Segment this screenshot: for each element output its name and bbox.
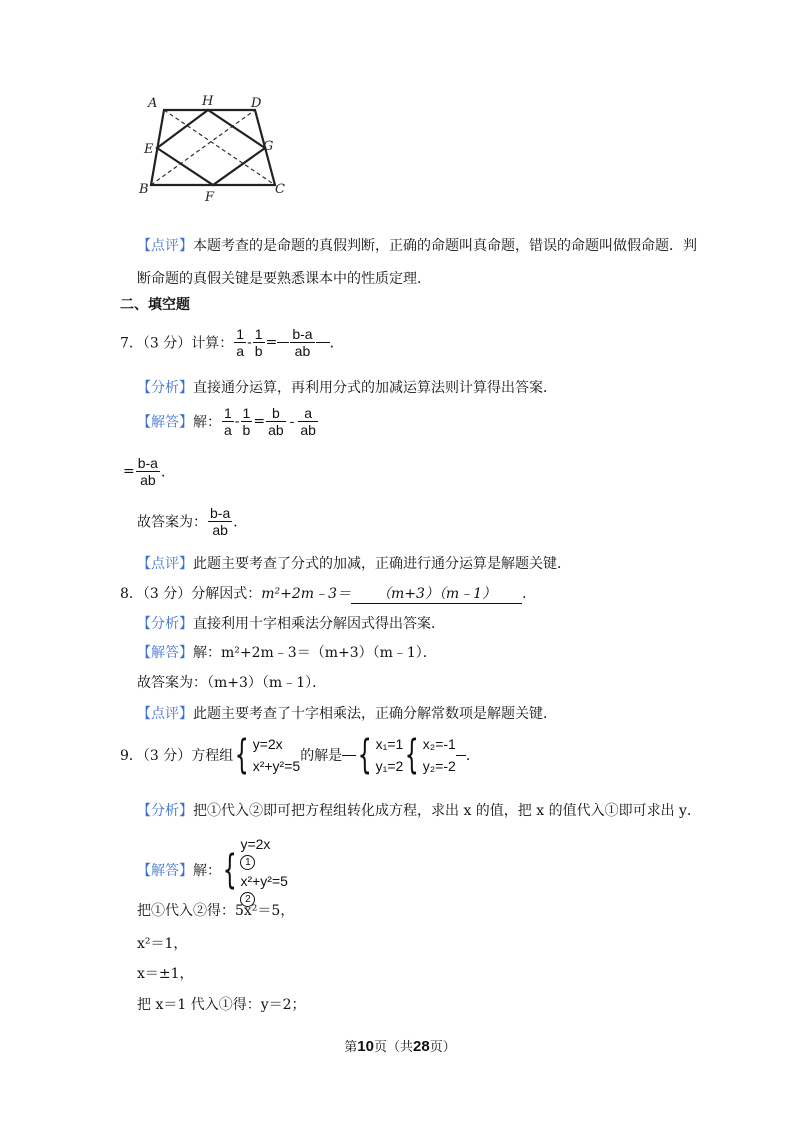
solution-system-2 xyxy=(423,733,456,777)
minus-sign: - xyxy=(247,334,252,351)
solution-prefix: 解： xyxy=(193,414,221,431)
equation-1-text: y=2x xyxy=(240,836,271,852)
answer: （m+3）（m﹣1） xyxy=(376,586,497,602)
solution-tag: 【解答】 xyxy=(137,414,193,431)
circled-one: 1 xyxy=(240,855,255,870)
review-q6-line2: 断命题的真假关键是要熟悉课本中的性质定理． xyxy=(137,271,431,287)
solution-q9-step3: x＝±1， xyxy=(137,966,194,982)
solution-q9 xyxy=(137,833,288,907)
numerator: 1 xyxy=(224,405,232,421)
denominator: ab xyxy=(140,472,156,489)
label-g: G xyxy=(263,139,274,154)
equation-2: x²+y²=5 xyxy=(252,758,301,774)
question-9 xyxy=(120,733,480,777)
fraction xyxy=(298,405,318,438)
current-page: 10 xyxy=(357,1038,374,1055)
answer-fraction xyxy=(290,326,314,359)
equation-system xyxy=(240,833,287,907)
answer-q7 xyxy=(137,505,247,538)
left-brace: { xyxy=(357,732,372,778)
solution-tag: 【解答】 xyxy=(137,863,193,879)
section-title: 二、填空题 xyxy=(120,297,190,313)
equation-1 xyxy=(240,833,287,870)
label-d: D xyxy=(251,96,262,111)
solution-1-y: y₁=2 xyxy=(375,758,404,774)
left-brace: { xyxy=(234,732,249,778)
equals-sign: = xyxy=(253,413,266,430)
equals-sign: = xyxy=(123,463,135,480)
footer-post: 页） xyxy=(429,1040,456,1055)
fraction xyxy=(136,455,160,488)
analysis-q7 xyxy=(137,377,557,397)
solution-tag: 【解答】 xyxy=(137,645,193,661)
footer-mid: 页（共 xyxy=(373,1040,413,1055)
question-number: 8．（3 分）分解因式： xyxy=(120,586,262,602)
answer-prefix: 故答案为： xyxy=(137,514,207,531)
analysis-tag: 【分析】 xyxy=(137,803,193,819)
denominator: b xyxy=(242,422,251,439)
blank-right xyxy=(316,342,330,343)
analysis-q9 xyxy=(137,800,701,820)
question-number: 7．（3 分）计算： xyxy=(120,335,234,352)
blank-right xyxy=(456,755,466,756)
analysis-text: 直接利用十字相乘法分解因式得出答案． xyxy=(193,616,445,632)
equation-2-text: x²+y²=5 xyxy=(240,873,288,889)
label-b: B xyxy=(139,182,149,197)
solution-q7 xyxy=(137,405,319,438)
fraction xyxy=(208,505,232,538)
analysis-text: 直接通分运算，再利用分式的加减运算法则计算得出答案． xyxy=(193,380,557,396)
solution-q7-step2 xyxy=(123,455,175,488)
denominator: ab xyxy=(212,522,228,539)
period: ． xyxy=(233,514,248,531)
question-8 xyxy=(120,583,536,604)
question-7 xyxy=(120,326,344,359)
analysis-tag: 【分析】 xyxy=(137,616,193,632)
label-a: A xyxy=(148,96,158,111)
expression: m²+2m﹣3＝ xyxy=(261,586,351,602)
fraction xyxy=(234,326,246,359)
review-tag: 【点评】 xyxy=(137,556,193,572)
solution-system-1 xyxy=(376,733,404,777)
numerator: 1 xyxy=(254,326,263,342)
review-text: 此题主要考查了十字相乘法，正确分解常数项是解题关键． xyxy=(193,706,557,722)
review-q8 xyxy=(137,703,557,723)
analysis-text: 把①代入②即可把方程组转化成方程，求出 x 的值，把 x 的值代入①即可求出 y． xyxy=(193,803,701,819)
question-mid: 的解是 xyxy=(300,748,343,764)
denominator: ab xyxy=(300,422,316,439)
question-end: ． xyxy=(329,335,344,352)
label-e: E xyxy=(144,142,154,157)
minus-sign: - xyxy=(289,413,295,430)
review-text: 本题考查的是命题的真假判断，正确的命题叫真命题，错误的命题叫做假命题．判 xyxy=(193,238,697,254)
question-number: 9．（3 分）方程组 xyxy=(120,748,234,764)
fraction xyxy=(266,405,286,438)
solution-1-x: x₁=1 xyxy=(375,736,404,752)
quadrilateral-ehgf xyxy=(157,110,265,185)
label-f: F xyxy=(205,190,215,205)
page-footer xyxy=(0,1036,800,1055)
quadrilateral-diagram xyxy=(135,92,295,207)
answer-q8: 故答案为：（m+3）（m﹣1）． xyxy=(137,675,327,691)
review-q7 xyxy=(137,553,571,573)
fraction xyxy=(241,405,253,438)
review-text: 此题主要考查了分式的加减，正确进行通分运算是解题关键． xyxy=(193,556,571,572)
blank-left xyxy=(342,755,356,756)
solution-2-x: x₂=-1 xyxy=(422,736,456,752)
equation-system xyxy=(253,733,300,777)
question-end: ． xyxy=(465,748,480,764)
numerator: 1 xyxy=(236,326,245,342)
solution-text: 解：m²+2m﹣3＝（m+3）（m﹣1）． xyxy=(193,645,437,661)
total-pages: 28 xyxy=(413,1038,430,1055)
circled-two: 2 xyxy=(240,892,255,907)
label-h: H xyxy=(202,94,214,109)
numerator: b-a xyxy=(137,455,158,471)
equals-sign: = xyxy=(265,334,278,351)
solution-q9-step2: x²＝1， xyxy=(137,936,188,952)
denominator: b xyxy=(254,343,263,360)
label-c: C xyxy=(275,182,285,197)
denominator: ab xyxy=(294,343,311,360)
answer-blank xyxy=(351,583,522,604)
left-brace: { xyxy=(405,732,420,778)
review-q6-line1 xyxy=(137,235,697,255)
solution-q8 xyxy=(137,642,437,662)
analysis-tag: 【分析】 xyxy=(137,380,193,396)
numerator: a xyxy=(298,405,318,422)
denominator: a xyxy=(236,343,245,360)
diagonal-bd xyxy=(151,110,255,185)
minus-sign: - xyxy=(234,413,240,430)
analysis-q8 xyxy=(137,613,445,633)
review-tag: 【点评】 xyxy=(137,238,193,254)
quadrilateral-abcd xyxy=(151,110,275,185)
denominator: ab xyxy=(268,422,284,439)
blank-left xyxy=(277,342,289,343)
footer-pre: 第 xyxy=(344,1040,358,1055)
solution-2-y: y₂=-2 xyxy=(422,758,456,774)
numerator: 1 xyxy=(242,405,251,421)
equation-1: y=2x xyxy=(252,736,283,752)
fraction xyxy=(222,405,234,438)
numerator: b-a xyxy=(292,326,313,342)
denominator: a xyxy=(224,422,232,439)
solution-prefix: 解： xyxy=(193,863,221,879)
solution-q9-step4: 把 x＝1 代入①得：y＝2； xyxy=(137,997,306,1013)
period: ． xyxy=(160,464,175,481)
review-tag: 【点评】 xyxy=(137,706,193,722)
question-end: ． xyxy=(522,586,537,602)
solution-q9-step1: 把①代入②得：5x²＝5， xyxy=(137,903,295,919)
left-brace: { xyxy=(222,847,237,893)
numerator: b xyxy=(266,405,286,422)
fraction xyxy=(253,326,265,359)
numerator: b-a xyxy=(210,505,231,521)
